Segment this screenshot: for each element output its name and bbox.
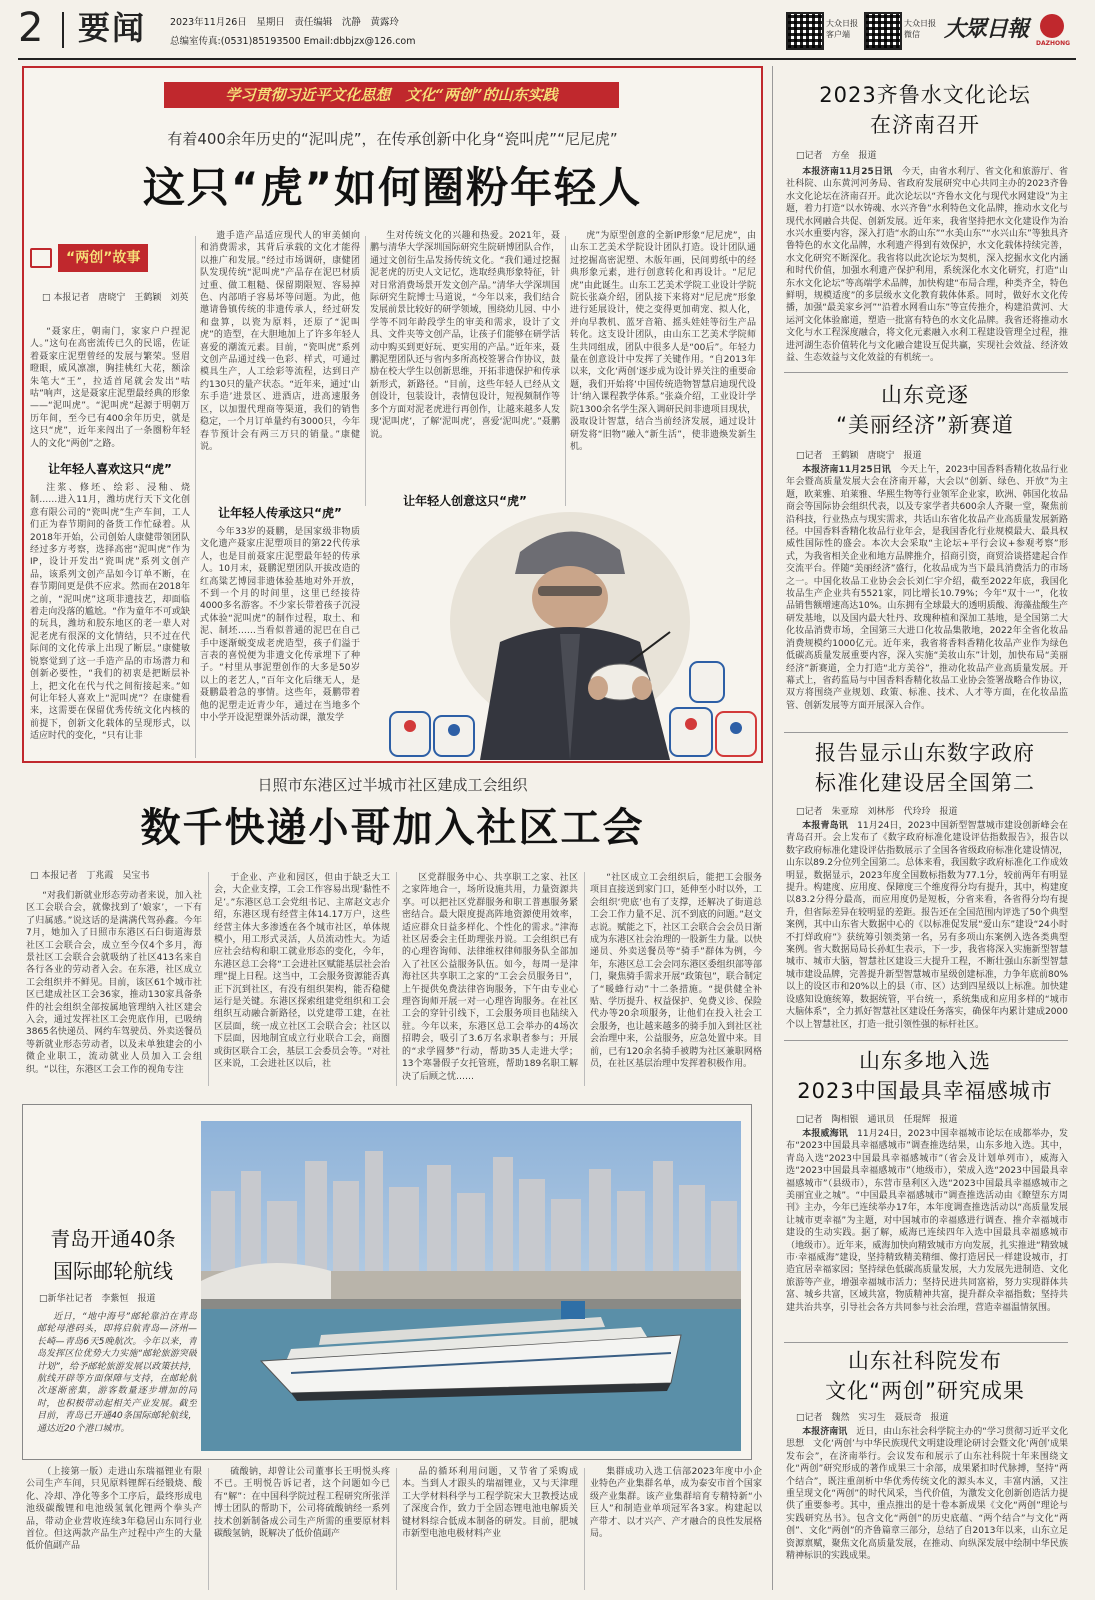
qr-label-wechat: 大众日报 微信 bbox=[904, 19, 936, 39]
masthead-date: 2023年11月26日 星期日 责任编辑 沈静 黄露玲 bbox=[170, 17, 399, 28]
cruise-photo bbox=[201, 1121, 741, 1451]
masthead bbox=[0, 0, 1095, 60]
bottom-col1 bbox=[26, 1466, 202, 1590]
feature-box bbox=[22, 66, 763, 763]
right-article4-body bbox=[786, 1128, 1068, 1338]
page-divider bbox=[62, 12, 64, 48]
union-col3-text: 区党群服务中心、共享职工之家、社区之家阵地合一，场所设施共用，力量资源共享。可以把社区党群服务和职工普惠服务紧密结合。最大限度提高阵地资源使用效率，适应群众日益多样化、个性化的需求。”津海社区居委会主任助理张丹说。工会组织已有的心理咨询师、法律维权律师服务队全部加入了社区公益服务队伍。如今，每周一是津海社区共享职工之家的“工会会员服务日”，上午提供免费法律咨询服务，下午由专业心理咨询师开展一对一心理咨询服务。在社区工会的穿针引线下，工会服务项目也陆续入驻。今年以来，东港区总工会举办的4场次招聘会，吸引了3.6万名求职者参与；开展的“求学圆梦”行动，帮助35人走进大学；13个寒暑假子女托管班，帮助189名职工解决了后顾之忧…… bbox=[402, 873, 578, 1082]
section-title: 要闻 bbox=[78, 9, 147, 47]
right-article2-dateline: 本报济南11月25日讯 bbox=[802, 465, 891, 475]
bottom-col2-text: 硫酸钠，却曾让公司董事长王明悦头疼不已。王明悦告诉记者，这个问题如今已有“解”：在中国科学院过程工程研究所张洋博士团队的帮助下，公司将硫酸钠经一系列技术创新制备成公司生产所需的重要原材料碳酸氢钠，既解决了低价值副产 bbox=[214, 1467, 390, 1540]
right-article3-byline: □记者 朱亚琼 刘林彤 代玲玲 报道 bbox=[796, 807, 958, 817]
feature-kicker: 有着400余年历史的“泥叫虎”，在传承创新中化身“瓷叫虎”“尼尼虎” bbox=[167, 130, 618, 148]
cruise-ship-illustration bbox=[201, 1121, 741, 1451]
feature-col3-subhead: 让年轻人创意这只“虎” bbox=[403, 494, 527, 508]
feature-col1-para1: “聂家庄，朝南门，家家户户捏泥人。”这句在高密流传已久的民谣，佐证着聂家庄泥塑曾经的发展与繁荣。竖眉瞪眼，威风凛凛，胸挂桃红大花，额涂朱笔大“王”，拉适首尾就会发出“咕咕”响声，这是聂家庄泥塑最经典的形象——“泥叫虎”。“泥叫虎”起源于明朝万历年间，至今已有400余年历史，就是这只“虎”，近年来闯出了一条圈粉年轻人的文化“两创”之路。 bbox=[30, 327, 190, 449]
feature-banner bbox=[164, 82, 619, 108]
right-article4-title: 山东多地入选 2023中国最具幸福感城市 bbox=[797, 1049, 1053, 1103]
cruise-box bbox=[22, 1104, 752, 1460]
cruise-body-text: 近日，“地中海号”邮轮靠泊在青岛邮轮母港码头，即将启航青岛—济州—长崎—青岛6天5晚航次。今年以来，青岛发挥区位优势大力实施“邮轮旅游突破计划”，给予邮轮旅游发展以政策扶持，航线开辟等方面保障与支持，在邮轮航次逐渐密集，游客数量逐步增加的同时，也积极带动起相关产业发展。截至目前，青岛已开通40条国际邮轮航线，通达近20个港口城市。 bbox=[37, 1312, 197, 1434]
feature-col3-top bbox=[370, 230, 560, 490]
feature-col-rule-1 bbox=[195, 236, 196, 758]
page-number: 2 bbox=[18, 5, 44, 51]
right-article2-body bbox=[786, 464, 1068, 726]
bottom-col-rule-3 bbox=[584, 1468, 585, 1590]
feature-col1-bottom bbox=[30, 482, 190, 756]
right-article1-text: 本报济南11月25日讯 今天，由省水利厅、省文化和旅游厅、省社科院、山东黄河河务局、省政府发展研究中心共同主办的2023齐鲁水文化论坛在济南召开。此次论坛以“齐鲁水文化与现代水网建设”为主题，着力打造“以水铸魂、水兴齐鲁”水利特色文化品牌，推动水文化与现代水网融合共促、创新发展。近年来，我省坚持把水文化建设作为治水兴水重要内容，深入打造“水韵山东”“水美山东”“水兴山东”等独具齐鲁特色的水文化品牌，水利遗产得到有效保护，水文化载体持续完善，水文化研究不断深化。我省将以此次论坛为契机，深入挖掘水文化内涵和时代价值，加强水利遗产保护利用，系统深化水文化研究，打造“山东水文化论坛”等高端学术品牌，加快构建“布局合理，种类齐全，特色鲜明，规模适度”的多层级水文化教育载体体系。同时，做好水文化传播，加强“最美家乡河”“沿着水网看山东”等宣传推介，构建沿黄河、大运河文化体验廊道，塑造一批富有特色的水文化品牌。我省还将推动水文化与水工程深度融合，将文化元素融入水利工程建设管理全过程，推进河湖生态价值转化与文化融合建设互促共赢，实现社会效益、经济效益、生态效益与文化效益的有机统一。 bbox=[786, 167, 1068, 364]
right-article3-text: 本报青岛讯 11月24日，2023中国新型智慧城市建设创新峰会在青岛召开。会上发布了《数字政府标准化建设评估指数报告》，报告以数字政府标准化建设评估指数展示了全国各省级政府标准化建设情况，山东以89.2分位列全国第二。总体来看，我国数字政府标准化工作成效明显，数据显示，2023年度全国数标指数为77.1分，较前两年有明显提升。构建度、应用度、保障度三个维度得分均有提升，其中，构建度以83.2分得分最高，而应用度仍是短板，分省来看，各省得分均有提升，但省际差异在较明显的差距。报告还在全国范围内评选了50个典型案例，其中山东省大数据中心的《以标准促发展“爱山东”建设“24小时不打烊政府”》获统筹引领类第一名，另有多项山东案例入选各类典型案例。省大数据局局长孙虹生表示，下一步，我省将深入实施新型智慧城市、城市大脑，智慧社区建设三大提升工程，不断壮强山东新型智慧城市建设品牌，完善提升新型智慧城市星级创建标准，力争年底前80%以上的设区市和20%以上的县（市、区）达到四星级以上标准。加快建设感知设施统筹，数据统管，平台统一，系统集成和应用多样的“城市大脑体系”，全力抓好智慧社区建设任务落实，确保年内累计建成2000个以上智慧社区，打造一批引领性强的标杆社区。 bbox=[786, 821, 1068, 1030]
union-byline: □ 本报记者 丁兆霞 吴宝书 bbox=[30, 871, 150, 881]
right-article5-title: 山东社科院发布 文化“两创”研究成果 bbox=[825, 1349, 1025, 1403]
union-col1 bbox=[26, 890, 202, 1086]
feature-col1-top bbox=[30, 326, 190, 456]
right-article3-title: 报告显示山东数字政府 标准化建设居全国第二 bbox=[815, 741, 1035, 795]
newspaper-logo bbox=[944, 10, 1071, 54]
story-tag bbox=[30, 244, 190, 272]
feature-col4-para1: 虎”为原型创意的全新IP形象“尼尼虎”，由山东工艺美术学院设计团队打造。设计团队通过挖掘高密泥塑、木版年画，民间剪纸中的经典形象元素，进行创意转化和再设计。“尼尼虎”由此诞生。山东工艺美术学院工业设计学院院长张焱介绍，团队接下来将对“尼尼虎”形象进行延展设计，使之变得更加萌宠、拟人化，并向早教机、蓝牙音箱、摇头娃娃等衍生产品转化。这支设计团队，由山东工艺美术学院师生共同组成，团队中很多人是“00后”。年轻力量在创意设计中发挥了关键作用。“自2013年以来，文化‘两创’逐步成为设计界关注的重要命题，我们开始将‘中国传统造物智慧启迪现代设计’纳入课程教学体系。”张焱介绍，工业设计学院1300余名学生深入调研民间非遗项目现状，汲取设计智慧，结合当前经济发展，通过设计研发将“旧物”融入“新生活”，使非遗焕发新生机。 bbox=[570, 231, 756, 452]
right-article5-body bbox=[786, 1426, 1068, 1590]
bottom-col4-text: 集群成功入选工信部2023年度中小企业特色产业集群名单，成为泰安市首个国家级产业集群。该产业集群培育专精特新“小巨人”和制造业单项冠军各3家。构建起以产带才、以才兴产、产才融合的良性发展格局。 bbox=[590, 1467, 762, 1540]
right-column-rule bbox=[772, 66, 773, 1590]
cruise-headline: 青岛开通40条 国际邮轮航线 bbox=[50, 1227, 176, 1283]
feature-headline: 这只“虎”如何圈粉年轻人 bbox=[142, 163, 643, 212]
union-col3 bbox=[402, 872, 578, 1086]
right-article5-byline: □记者 魏然 实习生 聂辰奇 报道 bbox=[796, 1413, 949, 1423]
qr-code-app[interactable] bbox=[786, 12, 824, 50]
logo-emblem-icon bbox=[1040, 14, 1064, 38]
feature-col4-top bbox=[570, 230, 756, 510]
logo-sub: DAZHONG bbox=[1036, 40, 1071, 47]
feature-col2-top bbox=[200, 230, 360, 498]
union-col-rule-3 bbox=[584, 872, 585, 1086]
qr-code-wechat[interactable] bbox=[864, 12, 902, 50]
bottom-col4 bbox=[590, 1466, 762, 1590]
story-tag-label: “两创”故事 bbox=[58, 244, 148, 272]
bottom-col3-text: 品的循环利用问题，又节省了采购成本。当到人才跟头的瑞福锂业，又与天津理工大学材料科学与工程学院宋大卫教授达成了深度合作，致力于全固态锂电池电解质关键材料综合低成本制备的研发。目前，肥城市新型电池电极材料产业 bbox=[402, 1467, 578, 1540]
feature-col-rule-3 bbox=[565, 236, 566, 506]
union-col2-text: 于企业、产业和园区，但由于缺乏大工会，大企业支撑，工会工作容易出现‘黏性不足’。”东港区总工会党组书记、主席赵文志介绍，东港区现有经营主体14.17万户，这些经营主体大多渗透在各个城市社区，单体规模小，用工形式灵活，人员流动性大。为适应社会结构和职工就业形态的变化，今年，东港区总工会将“工会进社区赋能基层社会治理”提上日程。这当中，工会服务资源能否真正下沉到社区，有没有组织架构，能否稳健运行是关键。东港区探索组建党组织和工会组织互动融合新路径，以党建带工建，在社区层面，统一成立社区工会联合会；社区以下层面，因地制宜成立行业联合工会，商圈或街区联合工会，基层工会委员会等。“对社区来说，工会进社区以后，社 bbox=[214, 873, 390, 1070]
right-article3-body bbox=[786, 820, 1068, 1034]
right-article5-dateline: 本报济南讯 bbox=[802, 1427, 848, 1437]
cruise-body bbox=[37, 1311, 197, 1455]
masthead-rule bbox=[18, 58, 1076, 60]
book-icon bbox=[30, 248, 52, 268]
right-article2-text: 本报济南11月25日讯 今天上午，2023中国香料香精化妆品行业年会暨高质量发展大会在济南开幕，大会以“创新、绿色、开放”为主题，欧莱雅、珀莱雅、华熙生物等行业领军企业家，欧洲、韩国化妆品商会等国际协会组织代表，以及专家学者共600余人齐聚一堂，聚焦前沿科技，行业热点与现实需求，共话山东省化妆品产业高质量发展新路径。中国香料香精化妆品行业年会，是我国香化行业规模最大、最具权威性国际性的盛会。本次大会采取“主论坛+平行会议+参观考察”形式，为我省相关企业和地方品牌推介，招商引资，商贸洽谈搭建起合作交流平台。伴随“美丽经济”盛行，化妆品成为当下最具消费活力的市场之一。中国化妆品工业协会会长刘仁宇介绍，截至2022年底，我国化妆品生产企业共有5521家，同比增长10.79%；今年“双十一”，化妆品销售额增速高达10%。山东拥有全球最大的透明质酸、海藻盐酸生产研发基地，以及国内最大牡丹、玫瑰种植和深加工基地，是全国第二大化妆品消费市场，全国第三大进口化妆品集散地，2022年全省化妆品消费规模约1000亿元。近年来，我省将香料香精化妆品产业作为绿色低碳高质量发展重要内容，深入实施“美妆山东”计划，加快布局“美丽经济”新赛道，全力打造“北方美谷”，推动化妆品产业高质量发展。开幕式上，省药监局与中国香料香精化妆品工业协会签署战略合作协议，双方将围绕产业规划、政策、标准、技术、人才等方面，在化妆品监管、创新发展等方面开展深入合作。 bbox=[786, 465, 1068, 711]
union-col4-text: “社区成立工会组织后，能把工会服务项目直接送到家门口，延伸至小时以外，工会组织‘兜底’也有了支撑，还解决了街道总工会工作力量不足、沉不到底的问题。”赵文志说。赋能之下，社区工会联合会会员日渐成为东港区社会治理的一股新生力量。以快递员、外卖送餐员等“骑手”群体为例，今年，东港区总工会会同东港区委组织部等部门，聚焦骑手需求开展“政策包”，联合制定了“暖蜂行动”十二条措施。“提供健全补贴、学历提升、权益保护、免费义诊、保险代办等20余项服务，让他们在投入社会工会服务，也让越来越多的骑手加入到社区社会治理中来，公益服务，应急处置中来。目前，已有120余名骑手被聘为社区兼职网格员，在社区基层治理中发挥着积极作用。 bbox=[590, 873, 762, 1070]
right-article2-byline: □记者 王鹤颖 唐晓宁 报道 bbox=[796, 451, 922, 461]
right-article1-dateline: 本报济南11月25日讯 bbox=[802, 167, 893, 177]
logo-text: 大眾日報 bbox=[944, 16, 1029, 42]
union-col4 bbox=[590, 872, 762, 1086]
right-article1-byline: □记者 方垒 报道 bbox=[796, 151, 877, 161]
bottom-col2 bbox=[214, 1466, 390, 1590]
feature-photo bbox=[370, 512, 760, 760]
feature-col2-para2: 今年33岁的聂鹏，是国家级非物质文化遗产聂家庄泥塑项目的第22代传承人，也是目前聂家庄泥塑最年轻的传承人。10月末，聂鹏泥塑团队开拔改造的红高粱艺博园非遗体验基地对外开放，不到一个月的时间里，这里已经接待4000多名游客。不少家长带着孩子沉浸式体验“泥叫虎”的制作过程，取土、和泥、制坯……当看似普通的泥巴在自己手中逐渐蜕变成老虎造型，孩子们溢于言表的喜悦便为非遗文化传承埋下了种子。“村里从事泥塑创作的大多是50岁以上的老艺人，”百年文化后继无人，是聂鹏最着急的事情。这些年，聂鹏带着他的泥塑走近青少年，通过在当地多个中小学开设泥塑课外活动课，激发学 bbox=[200, 527, 360, 724]
right-article4-dateline: 本报威海讯 bbox=[802, 1129, 848, 1139]
feature-banner-text: 学习贯彻习近平文化思想 文化“两创”的山东实践 bbox=[225, 86, 558, 104]
union-kicker: 日照市东港区过半城市社区建成工会组织 bbox=[257, 776, 528, 794]
feature-col2-bottom bbox=[200, 526, 360, 756]
right-article4-text: 本报威海讯 11月24日，2023中国幸福城市论坛在成都举办，发布“2023中国最具幸福感城市”调查推选结果，山东多地入选。其中，青岛入选“2023中国最具幸福感城市”（省会及计划单列市），威海入选“2023中国最具幸福感城市”（地级市），荣成入选“2023中国最具幸福感城市”（县级市），东营市垦利区入选“2023中国最具幸福感城市之美丽宜业之城”。“中国最具幸福感城市”调查推选活动由《瞭望东方周刊》主办，今年已连续举办17年，本年度调查推选活动以“高质量发展让城市更幸福”为主题，对中国城市的幸福感进行调查、推介幸福城市建设的生动实践。据了解，威海已连续四年入选中国最具幸福感城市（地级市）。近年来，威海加快向精致城市方向发展，扎实推进“精致城市·幸福威海”建设，坚持精致精美精细、像打造居民一样建设城市，打造宜居幸福家园；坚持绿色低碳高质量发展，大力发展先进制造、文化旅游等产业，增强幸福城市活力；坚持民进共同富裕，努力实现群体共富、城乡共富，区域共富，物质精神共富，提升群众幸福指数；坚持共建共治共享，引导社会各方共同参与社会治理，营造幸福温情氛围。 bbox=[786, 1129, 1068, 1313]
artisan-photo-illustration bbox=[370, 512, 760, 760]
feature-col-rule-2 bbox=[365, 236, 366, 506]
right-divider-1 bbox=[784, 372, 1068, 373]
right-divider-4 bbox=[784, 1342, 1068, 1343]
right-article4-byline: □记者 陶相银 通讯员 任琨辉 报道 bbox=[796, 1115, 958, 1125]
right-article2-title: 山东竞逐 “美丽经济”新赛道 bbox=[836, 383, 1014, 437]
masthead-contact: 总编室传真:(0531)85193500 Email:dbbjzx@126.com bbox=[170, 36, 416, 47]
feature-col2-para1: 遗手造产品适应现代人的审美倾向和消费需求，其背后承载的文化才能得以推广和发展。”经过市场调研，康健团队发现传统“泥叫虎”产品存在泥巴材质过重、做工粗糙、保留期限短、容易掉色、内部哨子容易坏等问题。为此，他邀请鲁镇传统的非遗传承人，经过研发和盘算，以瓷为原料，还原了“泥叫虎”的造型，在大胆地加上了许多年轻人喜爱的潮流元素。目前，“瓷叫虎”系列文创产品通过线一色彩、样式，可通过模具生产，人工绘彩等流程，达到日产约130只的量产状态。“近年来，通过‘山东手造’进景区、进酒店，进高速服务区，以加盟代理商等渠道，我们的销售稳定，一个月订单量约有3000只，今年春节预计会有两三万只的销量。”康健说。 bbox=[200, 231, 360, 452]
union-headline: 数千快递小哥加入社区工会 bbox=[140, 805, 645, 851]
feature-col2-subhead: 让年轻人传承这只“虎” bbox=[218, 506, 342, 520]
cruise-byline: □新华社记者 李紫恒 报道 bbox=[39, 1294, 156, 1304]
bottom-col-rule-2 bbox=[396, 1468, 397, 1590]
union-col-rule-1 bbox=[208, 872, 209, 1086]
right-article3-dateline: 本报青岛讯 bbox=[802, 821, 848, 831]
feature-col1-para2: 注浆、修坯、绘彩、浸釉、烧制……进入11月，潍坊虎行天下文化创意有限公司的“瓷叫虎”生产车间，工人们正为春节期间的备货工作忙碌着。从2018年开始，公司创始人康健带领团队经过多方考察，选择高密“泥叫虎”作为IP，设计开发出“瓷叫虎”系列文创产品，该系列文创产品如今订单不断，在春节期间更是供不应求。然而在2018年之前，“泥叫虎”这项非遗技艺，却面临着走向没落的尴尬。“作为童年不可或缺的玩具，潍坊和胶东地区的老一辈人对泥老虎有很深的文化情结，只不过在代际间的文化传承上出现了断层。”康健敏锐察觉到了这一手造产品的市场潜力和创新必要性，“我们的初衷是把断层补上，把文化在代与代之间衔接起来。”如何让年轻人喜欢上“泥叫虎”？在康健看来，这需要在保留优秀传统文化内核的前提下，创新文化载体的呈现形式，以适应时代的变化，“只有让非 bbox=[30, 483, 190, 742]
feature-col3-para1: 生对传统文化的兴趣和热爱。2021年，聂鹏与清华大学深圳国际研究生院研博团队合作，通过文创衍生品发扬传统文化。“我们通过挖掘泥老虎的历史人文记忆，选取经典形象特征，针对日常消费场景开发文创产品。”清华大学深圳国际研究生院博士马道说，“今年以来，我们结合发展前景比较好的研学领域，围绕幼儿园、中小学等不同年龄段学生的审美和需求，设计了文具、文件夹等文创产品，让孩子们能够在研学活动中购买到更好玩、更实用的产品。”近年来，聂鹏泥塑团队还与省内多所高校签署合作协议，鼓励在校大学生以创新思维，开拓非遗保护和传承新形式，新路径。“目前，这些年轻人已经从文创设计，包装设计，表情包设计，短视频制作等多个方面对泥老虎进行再创作，让越来越多人发现‘泥叫虎’，了解‘泥叫虎’，喜爱‘泥叫虎’。”聂鹏说。 bbox=[370, 231, 560, 440]
union-col2 bbox=[214, 872, 390, 1086]
qr-label-app: 大众日报 客户端 bbox=[826, 19, 858, 39]
bottom-col1-text: （上接第一版）走进山东瑞福锂业有限公司生产车间，只见原料锂辉石经锻烧、酸化、冷却、净化等多个工序后，最终形成电池级碳酸锂和电池级氢氧化锂两个拳头产品，带动企业营收连续3年稳居山东同行业首位。但这两款产品生产过程中产生的大量低价值副产品 bbox=[26, 1467, 202, 1552]
bottom-col-rule-1 bbox=[208, 1468, 209, 1590]
right-article5-text: 本报济南讯 近日，由山东社会科学院主办的“学习贯彻习近平文化思想 文化‘两创’与中华民族现代文明建设理论研讨会暨文化‘两创’成果发布会”，在济南举行。会议发布和展示了山东社科院十年来围绕文化“两创”研究形成的著作成果三十余部，成果紧扣时代脉搏，坚持“两个结合”，既注重剖析中华优秀传统文化的源头本义，丰富内涵，又注重呈现文化“两创”的时代风采，当代价值，为激发文化创新创造活力提供了重要参考。其中，重点推出的是十卷本新成果《文化“两创”理论与实践研究丛书》。包含文化“两创”的历史底蕴、“两个结合”与文化“两创”、文化“两创”的齐鲁篇章三部分，总结了自2013年以来，山东立足资源禀赋，聚焦文化高质量发展，在推动、向纵深发展中绘制中华民族精神标识的实践成果。 bbox=[786, 1427, 1068, 1562]
right-divider-3 bbox=[784, 1040, 1068, 1041]
bottom-col3 bbox=[402, 1466, 578, 1590]
right-article1-title: 2023齐鲁水文化论坛 在济南召开 bbox=[819, 83, 1031, 137]
union-col1-text: “对我们新就业形态劳动者来说，加入社区工会联合会，就像找到了‘娘家’，一下有了归属感。”说这话的是满满代驾孙鑫。今年7月，她加入了日照市东港区石臼街道海景社区工会联合会，成立至今仅4个多月，海景社区工会联合会就吸纳了社区413名来自各行各业的劳动者入会。在东港，社区成立工会组织并不鲜见。目前，该区61个城市社区已建成社区工会36家，推动130家具备条件的社会组织全部按属地管理纳入社区建会入会，通过发挥社区工会兜底作用，已吸纳3865名快递员、网约车驾驶员、外卖送餐员等新就业形态劳动者，以及未单独建会的小微企业职工，流动就业人员加入工会组织。“以往，东港区工会工作的视角专注 bbox=[26, 891, 202, 1075]
union-col-rule-2 bbox=[396, 872, 397, 1086]
right-article1-body bbox=[786, 166, 1068, 366]
feature-byline: □ 本报记者 唐晓宁 王鹤颖 刘英 bbox=[42, 293, 189, 303]
right-divider-2 bbox=[784, 732, 1068, 733]
feature-col1-subhead: 让年轻人喜欢这只“虎” bbox=[48, 462, 172, 476]
